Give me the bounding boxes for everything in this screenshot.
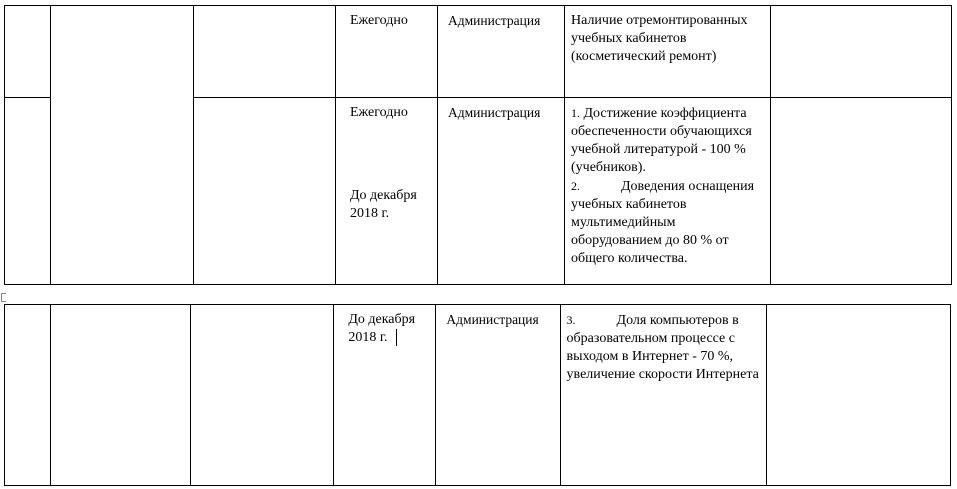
indicator-item-2 — [571, 177, 768, 268]
period-text: Ежегодно — [350, 13, 408, 28]
cell-note[interactable] — [771, 98, 952, 285]
cell-activity[interactable] — [194, 98, 336, 285]
cell-indicator[interactable] — [565, 98, 771, 285]
cell-note[interactable] — [766, 305, 950, 486]
responsible-text: Администрация — [446, 312, 539, 327]
item-number: 2. — [571, 179, 580, 193]
period-text: Ежегодно — [350, 105, 408, 120]
cell-number[interactable] — [5, 6, 51, 98]
item-text: Достижение коэффициента обеспеченности обучающихся учебной литературой - 100 % (учебников). — [571, 106, 752, 175]
table-row — [5, 305, 951, 486]
cell-direction[interactable] — [51, 6, 194, 285]
item-text: образовательном процессе с выходом в Интернет - 70 %, увеличение скорости Интернета — [566, 331, 759, 382]
anchor-marker — [1, 293, 6, 302]
indicator-item-3 — [567, 311, 764, 384]
responsible-text: Администрация — [448, 105, 541, 120]
cell-period[interactable] — [336, 6, 438, 98]
cell-direction[interactable] — [51, 305, 191, 486]
cell-responsible[interactable] — [438, 98, 565, 285]
cell-period[interactable] — [334, 305, 436, 486]
cell-period[interactable] — [336, 98, 438, 285]
item-number: 3. — [566, 313, 576, 327]
cell-indicator[interactable] — [560, 305, 766, 486]
cell-number[interactable] — [5, 305, 51, 486]
cell-responsible[interactable] — [438, 6, 565, 98]
cell-responsible[interactable] — [436, 305, 560, 486]
indicator-item-1 — [571, 104, 768, 177]
cell-activity[interactable] — [194, 6, 336, 98]
table-row — [5, 6, 952, 98]
text-cursor — [396, 329, 397, 346]
cell-indicator[interactable] — [565, 6, 771, 98]
cell-number[interactable] — [5, 98, 51, 285]
item-text: Доведения — [621, 179, 685, 194]
plan-table-bottom — [4, 304, 951, 486]
item-number: 1. — [571, 106, 580, 120]
indicator-text: Наличие отремонтированных учебных кабинетов (косметический ремонт) — [571, 13, 748, 64]
cell-activity[interactable] — [191, 305, 334, 486]
responsible-text: Администрация — [448, 13, 541, 28]
item-text: Доля компьютеров в — [616, 313, 739, 328]
period-deadline-text: До декабря 2018 г. — [350, 188, 417, 221]
cell-note[interactable] — [771, 6, 952, 98]
item-text: оснащения учебных кабинетов мультимедийным оборудованием до 80 % от общего количества. — [571, 179, 755, 266]
plan-table-top — [4, 5, 952, 285]
period-text: До декабря 2018 г. — [348, 312, 416, 345]
